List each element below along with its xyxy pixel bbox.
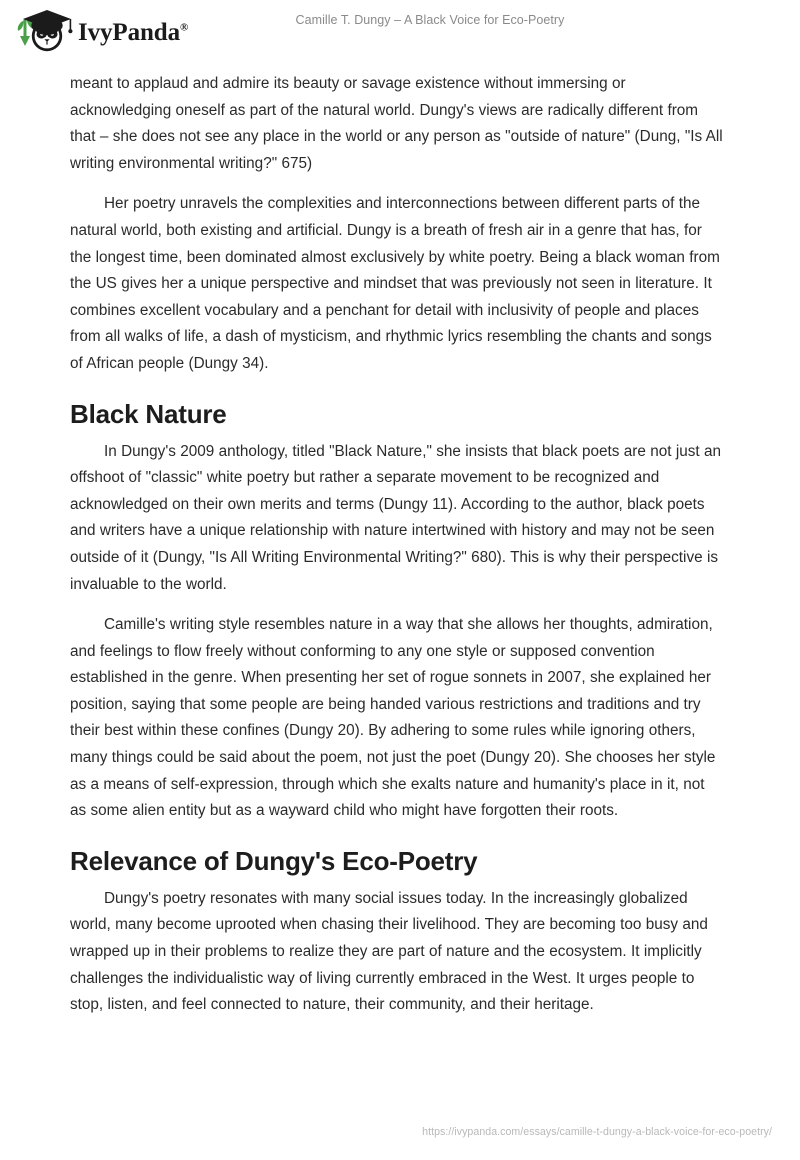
- paragraph: Camille's writing style resembles nature in a way that she allows her thoughts, admiration, and feelings to flow freely without conforming to any one style or supposed convention established in the genre. When presenting her set of rogue sonnets in 2007, she explained her position, saying that some people are being handed various restrictions and traditions and try their best within these confines (Dungy 20). By adhering to some rules while ignoring others, many things could be said about the poem, not just the poet (Dungy 20). She chooses her style as a means of self-expression, through which she exalts nature and humanity's place in it, not as some alien entity but as a wayward child who might have forgotten their roots.: [70, 616, 716, 820]
- registered-mark: ®: [180, 21, 189, 34]
- paragraph: meant to applaud and admire its beauty or savage existence without immersing or acknowledging oneself as part of the natural world. Dungy's views are radically different from that – she does not see any place in the world or any person as "outside of nature" (Dung, "Is All writing environmental writing?" 675): [70, 75, 723, 172]
- page-footer-url[interactable]: https://ivypanda.com/essays/camille-t-dungy-a-black-voice-for-eco-poetry/: [422, 1126, 772, 1138]
- paragraph: Dungy's poetry resonates with many social issues today. In the increasingly globalized world, many become uprooted when chasing their livelihood. They are becoming too busy and wrapped up in their problems to realize they are part of nature and the ecosystem. It implicitly challenges the individualistic way of living currently embraced in the West. It urges people to stop, listen, and feel connected to nature, their community, and their heritage.: [70, 889, 708, 1014]
- section-heading-black-nature: Black Nature: [70, 398, 227, 429]
- article-body: [70, 71, 723, 1033]
- page-header: [0, 0, 800, 62]
- paragraph: In Dungy's 2009 anthology, titled "Black Nature," she insists that black poets are not just an offshoot of "classic" white poetry but rather a separate movement to be recognized and acknowledged on their own merits and terms (Dungy 11). According to the author, black poets and writers have a unique relationship with nature intertwined with history and may not be seen outside of it (Dungy, "Is All Writing Environmental Writing?" 680). This is why their perspective is invaluable to the world.: [70, 442, 722, 593]
- document-title: Camille T. Dungy – A Black Voice for Eco-Poetry: [295, 13, 565, 27]
- section-heading-relevance: Relevance of Dungy's Eco-Poetry: [70, 845, 478, 876]
- brand-name-text: IvyPanda: [78, 18, 181, 46]
- paragraph: Her poetry unravels the complexities and interconnections between different parts of the natural world, both existing and artificial. Dungy is a breath of fresh air in a genre that has, for the longest time, been dominated almost exclusively by white poetry. Being a black woman from the US gives her a unique perspective and mindset that was previously not seen in literature. It combines excellent vocabulary and a penchant for detail with inclusivity of people and places from all walks of life, a dash of mysticism, and rhythmic lyrics resembling the chants and songs of African people (Dungy 34).: [70, 195, 720, 372]
